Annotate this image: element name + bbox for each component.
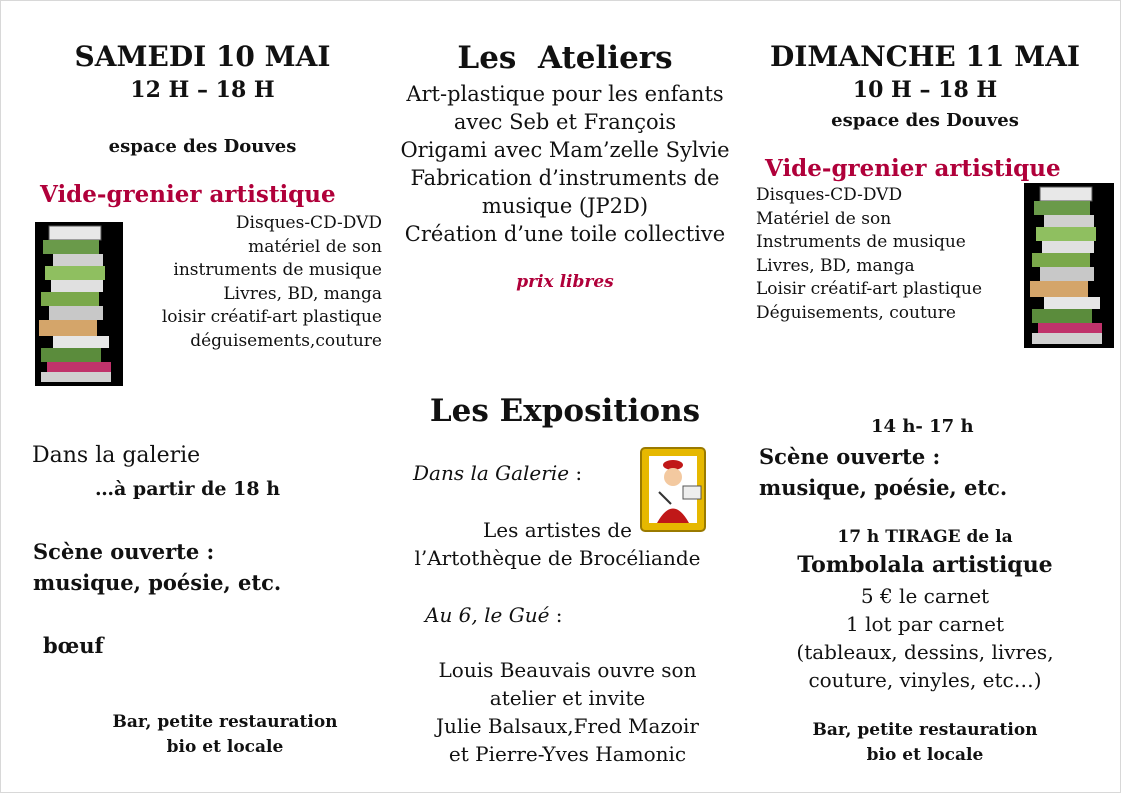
expo-artists (385, 516, 730, 572)
list-item: Fabrication d’instruments de (410, 166, 720, 190)
sunday-hours: 10 H – 18 H (852, 77, 998, 103)
galerie-time: …à partir de 18 h (95, 478, 281, 500)
tombola-title: Tombolala artistique (797, 552, 1053, 578)
scene-line-1: Scène ouverte : (759, 444, 941, 469)
sunday-vide-grenier-list (756, 184, 982, 325)
expo-galerie-text: Dans la Galerie (413, 461, 570, 485)
tirage-label: 17 h TIRAGE de la (837, 527, 1013, 547)
list-item: Instruments de musique (756, 232, 966, 252)
bar-line-2: bio et locale (866, 745, 984, 765)
list-item: avec Seb et François (453, 110, 677, 134)
list-item: instruments de musique (173, 260, 382, 280)
ateliers-title: Les Ateliers (457, 40, 673, 76)
sunday-date: DIMANCHE 11 MAI (769, 40, 1081, 73)
expo-galerie-colon: : (569, 461, 583, 485)
bar-line-1: Bar, petite restauration (112, 712, 338, 732)
list-item: Disques-CD-DVD (756, 185, 903, 205)
scene-line-2: musique, poésie, etc. (33, 570, 282, 595)
list-item: Disques-CD-DVD (235, 213, 382, 233)
gue-colon: : (549, 603, 563, 627)
galerie-title: Dans la galerie (32, 443, 201, 468)
list-item: Livres, BD, manga (223, 283, 382, 304)
list-item: Création d’une toile collective (404, 222, 726, 246)
scene-line-2: musique, poésie, etc. (759, 475, 1008, 500)
list-item: Art-plastique pour les enfants (406, 82, 724, 106)
list-item: 5 € le carnet (860, 584, 990, 608)
sunday-bar (770, 718, 1080, 768)
list-item: Loisir créatif-art plastique (756, 279, 983, 299)
scene-line-1: Scène ouverte : (33, 539, 215, 564)
gue-label (425, 601, 563, 629)
saturday-vide-grenier-list (112, 212, 382, 353)
sunday-vide-grenier-title: Vide-grenier artistique (765, 155, 1061, 182)
list-item: (tableaux, dessins, livres, (796, 640, 1054, 664)
saturday-scene-ouverte (33, 536, 281, 598)
saturday-vide-grenier-title: Vide-grenier artistique (40, 181, 336, 208)
list-item: Matériel de son (756, 208, 892, 229)
saturday-place: espace des Douves (108, 136, 297, 157)
book-stack-icon (1024, 183, 1114, 348)
book-stack-icon (35, 222, 123, 386)
sunday-scene-time: 14 h- 17 h (871, 416, 974, 437)
list-item: et Pierre-Yves Hamonic (448, 742, 687, 766)
expo-galerie-label (413, 459, 582, 487)
prix-libres: prix libres (516, 272, 614, 292)
list-item: 1 lot par carnet (846, 612, 1004, 636)
bar-line-2: bio et locale (166, 737, 284, 757)
list-item: Julie Balsaux,Fred Mazoir (436, 714, 699, 738)
list-item: Louis Beauvais ouvre son (438, 658, 697, 682)
sunday-place: espace des Douves (831, 110, 1019, 131)
saturday-hours: 12 H – 18 H (130, 77, 275, 103)
list-item: Origami avec Mam’zelle Sylvie (400, 138, 730, 162)
expo-artists-line-1: Les artistes de (482, 518, 633, 542)
bar-line-1: Bar, petite restauration (812, 720, 1038, 740)
list-item: loisir créatif-art plastique (161, 307, 382, 327)
ateliers-list (385, 80, 745, 248)
list-item: couture, vinyles, etc…) (808, 668, 1042, 692)
boeuf-label: bœuf (43, 633, 104, 658)
list-item: Livres, BD, manga (756, 255, 915, 276)
list-item: musique (JP2D) (481, 194, 649, 218)
expo-artists-line-2: l’Artothèque de Brocéliande (414, 546, 701, 570)
tombola-details (770, 582, 1080, 694)
expositions-title: Les Expositions (429, 393, 701, 429)
gue-text: Au 6, le Gué (425, 603, 550, 627)
list-item: matériel de son (248, 236, 382, 257)
gue-list (395, 656, 740, 768)
list-item: atelier et invite (489, 686, 646, 710)
list-item: déguisements,couture (190, 330, 382, 351)
saturday-date: SAMEDI 10 MAI (74, 40, 331, 73)
list-item: Déguisements, couture (756, 302, 956, 323)
sunday-scene-ouverte (759, 441, 1007, 503)
saturday-bar (80, 710, 370, 760)
